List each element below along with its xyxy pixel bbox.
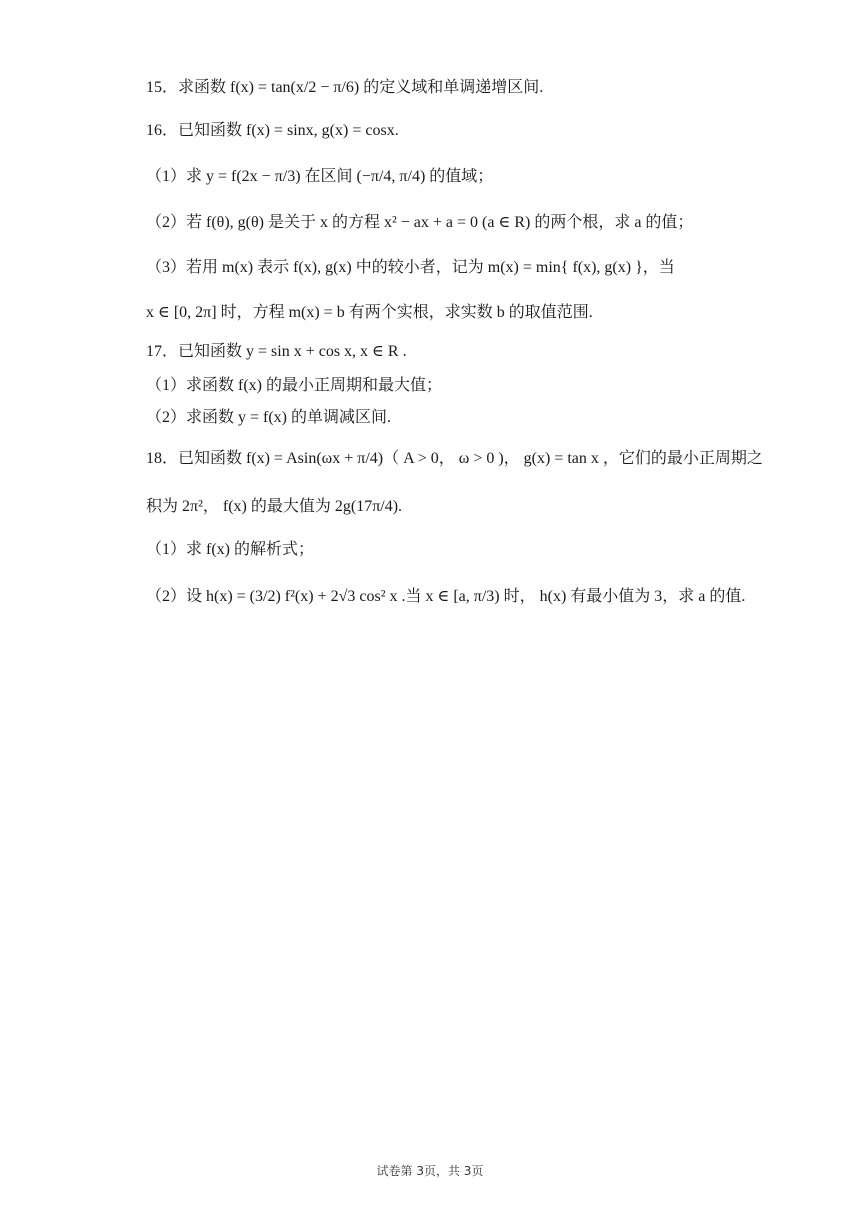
question-16-part-1 [146, 167, 800, 187]
question-16-part-3-cont [146, 303, 800, 323]
question-18-part-1 [146, 540, 800, 560]
question-15 [146, 78, 800, 98]
question-17-part-1 [146, 376, 800, 396]
question-18-part-2 [146, 587, 800, 607]
question-16-stem [146, 121, 800, 141]
q17-stem-text: 17．已知函数 y = sin x + cos x, x ∈ R . [146, 343, 407, 360]
q18-stem-a-text: 18．已知函数 f(x) = Asin(ωx + π/4)（ A > 0， ω > 0 )， g(x) = tan x ，它们的最小正周期之 [146, 450, 763, 467]
question-18-stem-cont [146, 497, 800, 517]
page-footer: 试卷第 3页，共 3页 [376, 1164, 484, 1178]
q17-p2-text: （2）求函数 y = f(x) 的单调减区间. [146, 409, 392, 426]
q18-p2-text: （2）设 h(x) = (3/2) f²(x) + 2√3 cos² x .当 x ∈ [a, π/3) 时， h(x) 有最小值为 3，求 a 的值. [146, 588, 746, 605]
question-16-part-2 [146, 213, 800, 233]
question-18-stem [146, 449, 800, 469]
q17-p1-text: （1）求函数 f(x) 的最小正周期和最大值； [146, 377, 442, 394]
q16-p3a-text: （3）若用 m(x) 表示 f(x), g(x) 中的较小者，记为 m(x) = min{ f(x), g(x) }，当 [146, 259, 675, 276]
q18-stem-b-text: 积为 2π²， f(x) 的最大值为 2g(17π/4). [146, 498, 403, 515]
q16-p1-text: （1）求 y = f(2x − π/3) 在区间 (−π/4, π/4) 的值域； [146, 168, 494, 185]
question-17-stem [146, 342, 800, 362]
q16-p3b-text: x ∈ [0, 2π] 时，方程 m(x) = b 有两个实根，求实数 b 的取值范围. [146, 304, 593, 321]
q16-stem-text: 16．已知函数 f(x) = sinx, g(x) = cosx. [146, 122, 399, 139]
q15-text: 15．求函数 f(x) = tan(x/2 − π/6) 的定义域和单调递增区间. [146, 79, 544, 96]
question-17-part-2 [146, 408, 800, 428]
q16-p2-text: （2）若 f(θ), g(θ) 是关于 x 的方程 x² − ax + a = 0 (a ∈ R) 的两个根，求 a 的值； [146, 214, 694, 231]
question-16-part-3 [146, 258, 800, 278]
q18-p1-text: （1）求 f(x) 的解析式； [146, 541, 314, 558]
